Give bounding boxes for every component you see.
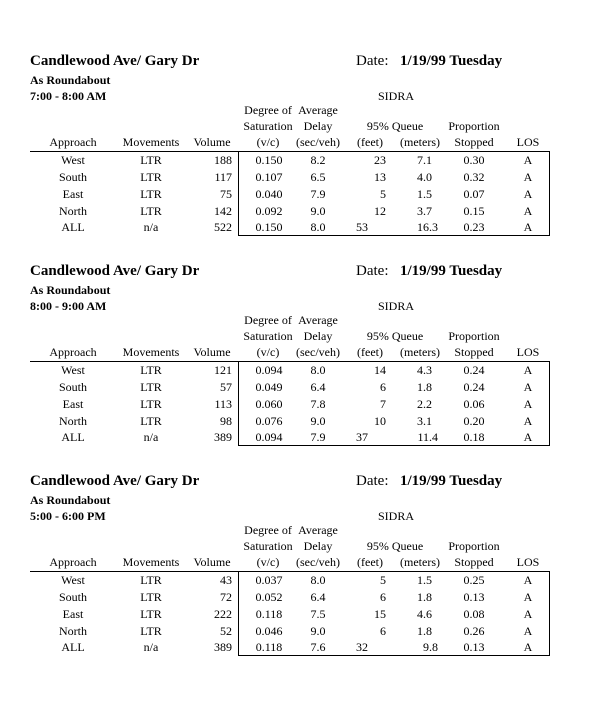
cell-feet: 6 [380, 590, 386, 604]
cell-approach: ALL [61, 640, 85, 654]
cell-meters: 3.1 [417, 414, 432, 428]
cell-vc: 0.092 [255, 204, 283, 218]
table-row [0, 572, 600, 589]
header-stopped: Stopped [454, 135, 494, 149]
cell-movements: LTR [140, 363, 162, 377]
cell-feet: 37 [356, 430, 368, 444]
cell-delay: 8.0 [310, 363, 326, 377]
analysis-tool-label: SIDRA [378, 509, 415, 523]
intersection-title: Candlewood Ave/ Gary Dr [30, 473, 200, 489]
cell-los: A [523, 187, 533, 201]
header-degree-of: Degree of [244, 103, 292, 117]
cell-vc: 0.076 [255, 414, 283, 428]
cell-vc: 0.150 [255, 153, 283, 167]
cell-meters: 1.8 [417, 590, 432, 604]
header-saturation: Saturation [243, 539, 293, 553]
cell-feet: 10 [374, 414, 386, 428]
time-period: 7:00 - 8:00 AM [30, 89, 107, 103]
cell-delay: 7.9 [310, 187, 326, 201]
cell-volume: 75 [220, 187, 232, 201]
cell-los: A [523, 640, 533, 654]
cell-stopped: 0.15 [463, 204, 485, 218]
cell-vc: 0.094 [255, 363, 283, 377]
date-value: 1/19/99 Tuesday [400, 263, 503, 279]
cell-stopped: 0.06 [463, 397, 485, 411]
cell-delay: 8.0 [310, 220, 326, 234]
cell-stopped: 0.13 [463, 590, 485, 604]
time-period: 8:00 - 9:00 AM [30, 299, 107, 313]
cell-stopped: 0.24 [463, 363, 485, 377]
header-95-queue: 95% Queue [366, 329, 424, 343]
cell-volume: 57 [220, 380, 232, 394]
cell-los: A [523, 170, 533, 184]
header-feet: (feet) [357, 555, 383, 569]
table-row-total [0, 219, 600, 236]
cell-delay: 7.8 [310, 397, 326, 411]
cell-delay: 8.2 [310, 153, 326, 167]
header-feet: (feet) [357, 345, 383, 359]
control-type: As Roundabout [30, 493, 111, 507]
cell-delay: 9.0 [310, 204, 326, 218]
cell-vc: 0.118 [255, 640, 283, 654]
cell-vc: 0.037 [255, 573, 283, 587]
header-los: LOS [516, 345, 540, 359]
cell-approach: East [62, 187, 84, 201]
cell-meters: 2.2 [417, 397, 432, 411]
cell-volume: 142 [214, 204, 232, 218]
cell-delay: 9.0 [310, 624, 326, 638]
table-row-total [0, 429, 600, 446]
cell-vc: 0.040 [255, 187, 283, 201]
cell-meters: 7.1 [417, 153, 432, 167]
header-approach: Approach [49, 345, 97, 359]
cell-movements: LTR [140, 397, 162, 411]
cell-movements: LTR [140, 153, 162, 167]
table-row [0, 606, 600, 623]
header-95-queue: 95% Queue [366, 539, 424, 553]
table-row [0, 362, 600, 379]
cell-stopped: 0.24 [463, 380, 485, 394]
cell-movements: LTR [140, 187, 162, 201]
cell-feet: 12 [374, 204, 386, 218]
cell-movements: n/a [143, 220, 159, 234]
cell-movements: LTR [140, 590, 162, 604]
cell-stopped: 0.13 [463, 640, 485, 654]
cell-feet: 53 [356, 220, 368, 234]
header-los: LOS [516, 555, 540, 569]
header-proportion: Proportion [448, 539, 500, 553]
cell-stopped: 0.30 [463, 153, 485, 167]
cell-stopped: 0.25 [463, 573, 485, 587]
cell-volume: 98 [220, 414, 232, 428]
header-volume: Volume [193, 135, 231, 149]
cell-vc: 0.046 [255, 624, 283, 638]
cell-volume: 43 [220, 573, 232, 587]
cell-los: A [523, 220, 533, 234]
cell-los: A [523, 153, 533, 167]
report-section-3 [0, 473, 600, 673]
cell-approach: East [62, 607, 84, 621]
cell-approach: North [59, 624, 87, 638]
header-saturation: Saturation [243, 119, 293, 133]
table-row [0, 589, 600, 606]
cell-feet: 6 [380, 624, 386, 638]
cell-feet: 15 [374, 607, 386, 621]
header-proportion: Proportion [448, 119, 500, 133]
cell-stopped: 0.32 [463, 170, 485, 184]
header-los: LOS [516, 135, 540, 149]
header-proportion: Proportion [448, 329, 500, 343]
cell-meters: 11.4 [417, 430, 438, 444]
cell-stopped: 0.20 [463, 414, 485, 428]
date-label: Date: [356, 53, 389, 69]
cell-volume: 113 [214, 397, 232, 411]
cell-feet: 6 [380, 380, 386, 394]
cell-volume: 117 [214, 170, 232, 184]
cell-delay: 7.9 [310, 430, 326, 444]
header-feet: (feet) [357, 135, 383, 149]
cell-delay: 8.0 [310, 573, 326, 587]
header-saturation: Saturation [243, 329, 293, 343]
cell-los: A [523, 607, 533, 621]
header-sec-veh: (sec/veh) [296, 135, 340, 149]
cell-meters: 3.7 [417, 204, 432, 218]
control-type: As Roundabout [30, 73, 111, 87]
cell-los: A [523, 363, 533, 377]
cell-los: A [523, 573, 533, 587]
header-sec-veh: (sec/veh) [296, 555, 340, 569]
cell-los: A [523, 430, 533, 444]
cell-movements: LTR [140, 624, 162, 638]
cell-approach: North [59, 414, 87, 428]
header-degree-of: Degree of [244, 313, 292, 327]
cell-los: A [523, 414, 533, 428]
cell-meters: 4.6 [417, 607, 432, 621]
cell-vc: 0.060 [255, 397, 283, 411]
cell-los: A [523, 590, 533, 604]
header-vc: (v/c) [256, 135, 280, 149]
header-volume: Volume [193, 345, 231, 359]
cell-feet: 5 [380, 187, 386, 201]
cell-volume: 389 [214, 640, 232, 654]
header-meters: (meters) [400, 555, 440, 569]
cell-movements: LTR [140, 414, 162, 428]
table-row [0, 623, 600, 640]
cell-delay: 6.4 [310, 380, 326, 394]
cell-stopped: 0.18 [463, 430, 485, 444]
table-row [0, 186, 600, 203]
table-row [0, 379, 600, 396]
cell-movements: LTR [140, 380, 162, 394]
report-section-2 [0, 263, 600, 463]
cell-movements: n/a [143, 430, 159, 444]
cell-stopped: 0.08 [463, 607, 485, 621]
cell-feet: 14 [374, 363, 386, 377]
cell-delay: 6.5 [310, 170, 326, 184]
cell-approach: West [61, 573, 85, 587]
control-type: As Roundabout [30, 283, 111, 297]
cell-movements: LTR [140, 607, 162, 621]
header-stopped: Stopped [454, 345, 494, 359]
cell-feet: 7 [380, 397, 386, 411]
cell-feet: 23 [374, 153, 386, 167]
cell-meters: 1.8 [417, 380, 432, 394]
cell-meters: 16.3 [417, 220, 438, 234]
cell-approach: ALL [61, 430, 85, 444]
header-average: Average [298, 103, 338, 117]
date-value: 1/19/99 Tuesday [400, 473, 503, 489]
cell-volume: 188 [214, 153, 232, 167]
header-approach: Approach [49, 135, 97, 149]
intersection-title: Candlewood Ave/ Gary Dr [30, 263, 200, 279]
table-row [0, 413, 600, 430]
header-approach: Approach [49, 555, 97, 569]
header-delay: Delay [303, 329, 333, 343]
header-meters: (meters) [400, 135, 440, 149]
cell-movements: LTR [140, 170, 162, 184]
cell-stopped: 0.23 [463, 220, 485, 234]
cell-volume: 72 [220, 590, 232, 604]
cell-meters: 4.3 [417, 363, 432, 377]
header-vc: (v/c) [256, 345, 280, 359]
cell-movements: LTR [140, 204, 162, 218]
table-row [0, 203, 600, 220]
cell-feet: 5 [380, 573, 386, 587]
header-movements: Movements [122, 345, 180, 359]
table-row-total [0, 639, 600, 656]
cell-volume: 522 [214, 220, 232, 234]
intersection-title: Candlewood Ave/ Gary Dr [30, 53, 200, 69]
cell-approach: East [62, 397, 84, 411]
analysis-tool-label: SIDRA [378, 299, 415, 313]
table-row [0, 169, 600, 186]
cell-delay: 9.0 [310, 414, 326, 428]
table-row [0, 152, 600, 169]
cell-approach: South [58, 590, 87, 604]
time-period: 5:00 - 6:00 PM [30, 509, 106, 523]
cell-los: A [523, 380, 533, 394]
header-movements: Movements [122, 555, 180, 569]
header-95-queue: 95% Queue [366, 119, 424, 133]
cell-approach: West [61, 363, 85, 377]
cell-delay: 6.4 [310, 590, 326, 604]
cell-volume: 389 [214, 430, 232, 444]
cell-movements: n/a [143, 640, 159, 654]
cell-los: A [523, 624, 533, 638]
cell-movements: LTR [140, 573, 162, 587]
header-delay: Delay [303, 539, 333, 553]
cell-vc: 0.150 [255, 220, 283, 234]
cell-meters: 9.8 [423, 640, 438, 654]
header-stopped: Stopped [454, 555, 494, 569]
cell-vc: 0.094 [255, 430, 283, 444]
header-average: Average [298, 313, 338, 327]
cell-vc: 0.107 [255, 170, 283, 184]
cell-approach: South [58, 380, 87, 394]
cell-vc: 0.052 [255, 590, 283, 604]
cell-los: A [523, 397, 533, 411]
header-degree-of: Degree of [244, 523, 292, 537]
header-volume: Volume [193, 555, 231, 569]
cell-meters: 1.8 [417, 624, 432, 638]
date-label: Date: [356, 263, 389, 279]
cell-approach: West [61, 153, 85, 167]
analysis-tool-label: SIDRA [378, 89, 415, 103]
date-value: 1/19/99 Tuesday [400, 53, 503, 69]
cell-delay: 7.6 [310, 640, 326, 654]
header-movements: Movements [122, 135, 180, 149]
cell-feet: 32 [356, 640, 368, 654]
cell-feet: 13 [374, 170, 386, 184]
cell-vc: 0.049 [255, 380, 283, 394]
cell-meters: 1.5 [417, 187, 432, 201]
cell-volume: 52 [220, 624, 232, 638]
cell-meters: 1.5 [417, 573, 432, 587]
header-sec-veh: (sec/veh) [296, 345, 340, 359]
cell-approach: North [59, 204, 87, 218]
report-section-1 [0, 53, 600, 253]
cell-approach: South [58, 170, 87, 184]
date-label: Date: [356, 473, 389, 489]
cell-volume: 222 [214, 607, 232, 621]
cell-approach: ALL [61, 220, 85, 234]
header-meters: (meters) [400, 345, 440, 359]
header-vc: (v/c) [256, 555, 280, 569]
cell-delay: 7.5 [310, 607, 326, 621]
cell-meters: 4.0 [417, 170, 432, 184]
cell-los: A [523, 204, 533, 218]
cell-volume: 121 [214, 363, 232, 377]
header-delay: Delay [303, 119, 333, 133]
cell-stopped: 0.26 [463, 624, 485, 638]
cell-stopped: 0.07 [463, 187, 485, 201]
cell-vc: 0.118 [255, 607, 283, 621]
header-average: Average [298, 523, 338, 537]
table-row [0, 396, 600, 413]
